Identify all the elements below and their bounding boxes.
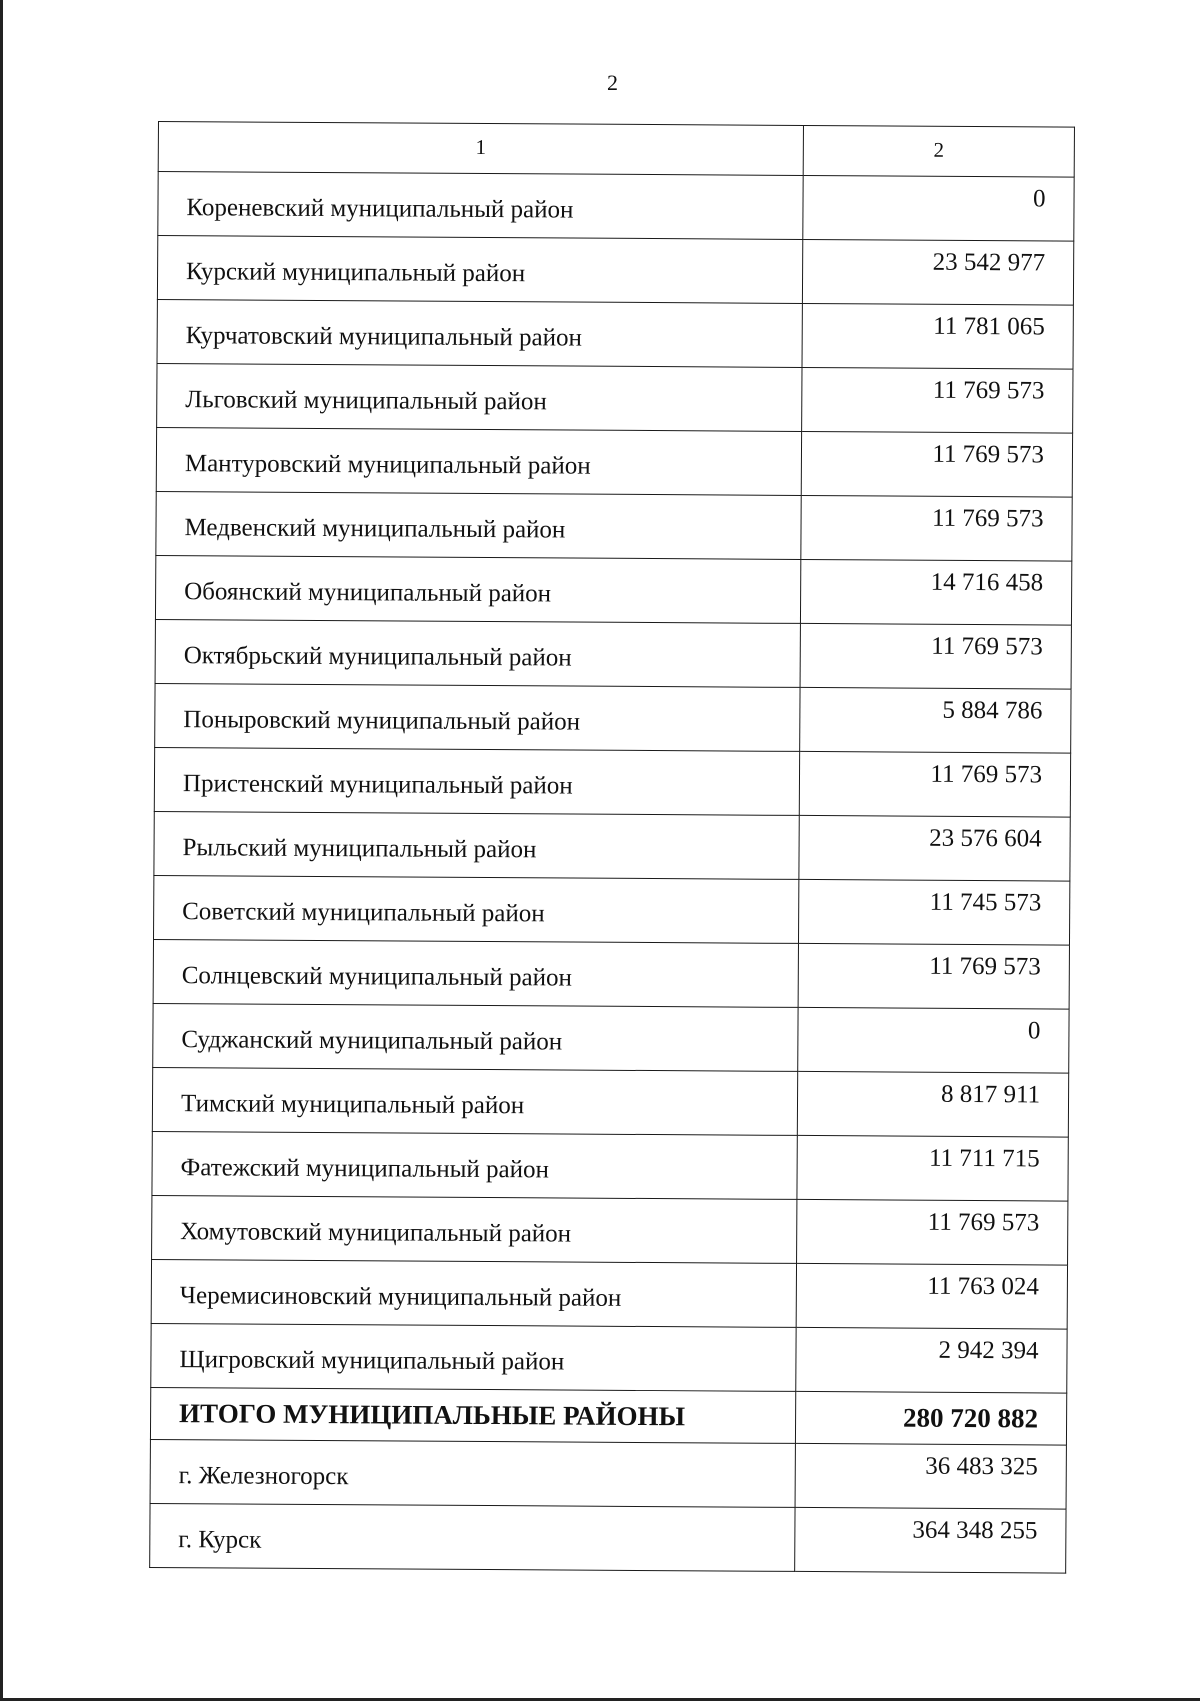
district-name: Курский муниципальный район (157, 236, 802, 304)
district-name: Щигровский муниципальный район (151, 1323, 796, 1391)
table-row (157, 363, 1073, 433)
table-row (151, 1259, 1067, 1329)
district-name: Льговский муниципальный район (157, 363, 802, 431)
table-row (157, 299, 1073, 369)
table-row (152, 1195, 1068, 1265)
district-amount: 11 769 573 (801, 431, 1072, 497)
district-amount: 11 781 065 (802, 303, 1073, 369)
district-name: Фатежский муниципальный район (152, 1131, 797, 1199)
city-name: г. Железногорск (150, 1439, 795, 1507)
table-row (155, 619, 1071, 689)
district-name: Пристенский муниципальный район (154, 747, 799, 815)
district-name: Кореневский муниципальный район (158, 172, 803, 240)
district-name: Хомутовский муниципальный район (152, 1195, 797, 1263)
table-row (151, 1323, 1067, 1393)
city-row (150, 1439, 1066, 1509)
district-amount: 2 942 394 (796, 1327, 1067, 1393)
table-row (155, 683, 1071, 753)
district-amount: 23 576 604 (799, 815, 1070, 881)
district-amount: 11 763 024 (796, 1263, 1067, 1329)
district-amount: 11 769 573 (800, 623, 1071, 689)
district-amount: 11 769 573 (798, 943, 1069, 1009)
table-row (156, 491, 1072, 561)
district-name: Обоянский муниципальный район (155, 555, 800, 623)
scan-edge-left (0, 0, 3, 1701)
table-row (158, 172, 1074, 242)
district-amount: 0 (798, 1007, 1069, 1073)
city-row (150, 1503, 1066, 1573)
page-number: 2 (607, 70, 618, 95)
district-amount: 11 769 573 (799, 751, 1070, 817)
district-amount: 0 (803, 175, 1074, 241)
table-row (155, 555, 1071, 625)
district-name: Солнцевский муниципальный район (153, 939, 798, 1007)
district-name: Черемисиновский муниципальный район (151, 1259, 796, 1327)
district-name: Рыльский муниципальный район (154, 811, 799, 879)
city-amount: 36 483 325 (795, 1443, 1066, 1509)
header-column-2: 2 (803, 125, 1074, 177)
city-amount: 364 348 255 (795, 1507, 1066, 1573)
district-amount: 11 769 573 (801, 495, 1072, 561)
district-amount: 11 769 573 (797, 1199, 1068, 1265)
header-column-1: 1 (158, 122, 803, 176)
district-name: Медвенский муниципальный район (156, 491, 801, 559)
table-row (153, 939, 1069, 1009)
table-row (154, 875, 1070, 945)
district-amount: 23 542 977 (802, 239, 1073, 305)
district-name: Курчатовский муниципальный район (157, 299, 802, 367)
district-name: Тимский муниципальный район (152, 1067, 797, 1135)
district-amount: 14 716 458 (800, 559, 1071, 625)
district-name: Суджанский муниципальный район (153, 1003, 798, 1071)
district-name: Мантуровский муниципальный район (156, 427, 801, 495)
district-amount: 11 769 573 (802, 367, 1073, 433)
table-row (157, 236, 1073, 306)
table-header-row (158, 122, 1074, 178)
district-amount: 11 745 573 (798, 879, 1069, 945)
budget-distribution-table (149, 121, 1075, 1574)
total-districts-label: ИТОГО МУНИЦИПАЛЬНЫЕ РАЙОНЫ (150, 1387, 795, 1443)
table-row (154, 747, 1070, 817)
table-row (153, 1003, 1069, 1073)
district-amount: 8 817 911 (797, 1071, 1068, 1137)
district-amount: 11 711 715 (797, 1135, 1068, 1201)
table-row (156, 427, 1072, 497)
table-row (152, 1067, 1068, 1137)
district-amount: 5 884 786 (800, 687, 1071, 753)
city-name: г. Курск (150, 1503, 795, 1571)
table-row (154, 811, 1070, 881)
district-name: Поныровский муниципальный район (155, 683, 800, 751)
district-name: Советский муниципальный район (154, 875, 799, 943)
table-row (152, 1131, 1068, 1201)
total-districts-row (150, 1387, 1066, 1445)
table-container (149, 121, 1074, 1574)
district-name: Октябрьский муниципальный район (155, 619, 800, 687)
total-districts-amount: 280 720 882 (795, 1391, 1066, 1445)
